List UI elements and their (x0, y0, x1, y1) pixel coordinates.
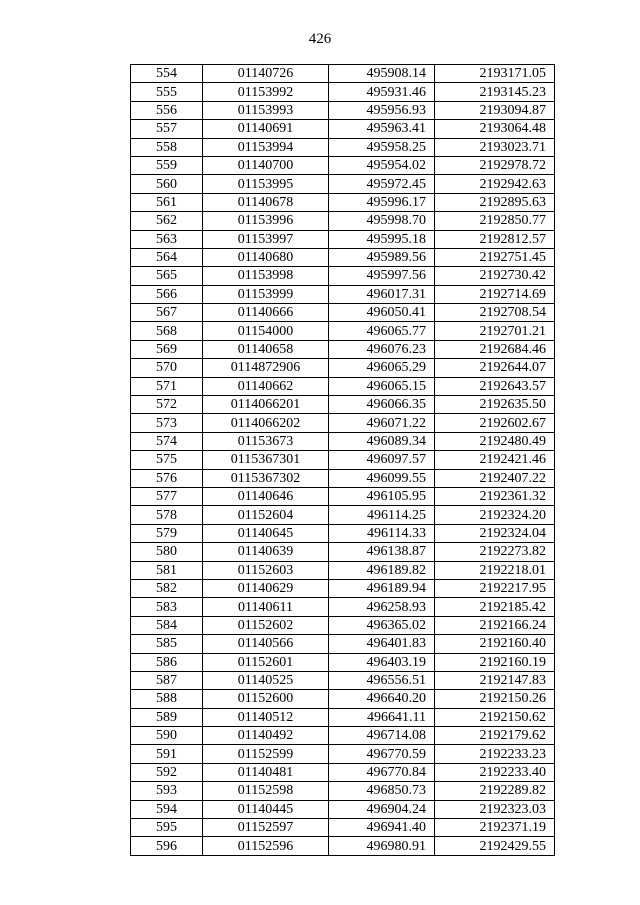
point-number-cell: 576 (131, 469, 203, 487)
point-id-cell: 0115367302 (203, 469, 329, 487)
table-row (131, 727, 555, 745)
point-number-cell: 560 (131, 175, 203, 193)
y-coordinate-cell: 2192643.57 (435, 377, 555, 395)
point-number-cell: 589 (131, 708, 203, 726)
x-coordinate-cell: 496138.87 (329, 543, 435, 561)
point-id-cell: 01153997 (203, 230, 329, 248)
y-coordinate-cell: 2192895.63 (435, 193, 555, 211)
y-coordinate-cell: 2192602.67 (435, 414, 555, 432)
table-row (131, 763, 555, 781)
point-number-cell: 585 (131, 635, 203, 653)
table-row (131, 635, 555, 653)
point-number-cell: 592 (131, 763, 203, 781)
x-coordinate-cell: 496114.33 (329, 524, 435, 542)
coordinate-table-container (130, 64, 554, 856)
x-coordinate-cell: 495998.70 (329, 212, 435, 230)
point-number-cell: 564 (131, 248, 203, 266)
point-number-cell: 561 (131, 193, 203, 211)
x-coordinate-cell: 496770.59 (329, 745, 435, 763)
point-number-cell: 555 (131, 83, 203, 101)
point-id-cell: 01140639 (203, 543, 329, 561)
point-id-cell: 01140678 (203, 193, 329, 211)
y-coordinate-cell: 2192684.46 (435, 340, 555, 358)
y-coordinate-cell: 2192644.07 (435, 359, 555, 377)
point-id-cell: 01140666 (203, 304, 329, 322)
x-coordinate-cell: 496065.29 (329, 359, 435, 377)
x-coordinate-cell: 496089.34 (329, 432, 435, 450)
y-coordinate-cell: 2192480.49 (435, 432, 555, 450)
table-row (131, 65, 555, 83)
x-coordinate-cell: 496097.57 (329, 451, 435, 469)
y-coordinate-cell: 2193094.87 (435, 101, 555, 119)
x-coordinate-cell: 496258.93 (329, 598, 435, 616)
x-coordinate-cell: 496114.25 (329, 506, 435, 524)
table-row (131, 782, 555, 800)
point-number-cell: 595 (131, 819, 203, 837)
table-row (131, 487, 555, 505)
point-id-cell: 01153995 (203, 175, 329, 193)
point-number-cell: 587 (131, 671, 203, 689)
y-coordinate-cell: 2192185.42 (435, 598, 555, 616)
y-coordinate-cell: 2192150.62 (435, 708, 555, 726)
x-coordinate-cell: 496556.51 (329, 671, 435, 689)
point-number-cell: 566 (131, 285, 203, 303)
y-coordinate-cell: 2192160.40 (435, 635, 555, 653)
point-id-cell: 01140492 (203, 727, 329, 745)
point-id-cell: 01140512 (203, 708, 329, 726)
x-coordinate-cell: 495931.46 (329, 83, 435, 101)
x-coordinate-cell: 495963.41 (329, 120, 435, 138)
y-coordinate-cell: 2192714.69 (435, 285, 555, 303)
point-id-cell: 01154000 (203, 322, 329, 340)
x-coordinate-cell: 496365.02 (329, 616, 435, 634)
point-id-cell: 01140700 (203, 156, 329, 174)
y-coordinate-cell: 2193064.48 (435, 120, 555, 138)
point-id-cell: 01152601 (203, 653, 329, 671)
point-number-cell: 578 (131, 506, 203, 524)
table-row (131, 285, 555, 303)
point-number-cell: 581 (131, 561, 203, 579)
x-coordinate-cell: 496189.94 (329, 579, 435, 597)
point-number-cell: 554 (131, 65, 203, 83)
point-number-cell: 586 (131, 653, 203, 671)
x-coordinate-cell: 496640.20 (329, 690, 435, 708)
table-row (131, 469, 555, 487)
x-coordinate-cell: 496017.31 (329, 285, 435, 303)
y-coordinate-cell: 2192150.26 (435, 690, 555, 708)
point-number-cell: 562 (131, 212, 203, 230)
table-row (131, 340, 555, 358)
table-row (131, 304, 555, 322)
y-coordinate-cell: 2193171.05 (435, 65, 555, 83)
point-id-cell: 0114066202 (203, 414, 329, 432)
point-number-cell: 579 (131, 524, 203, 542)
point-number-cell: 558 (131, 138, 203, 156)
x-coordinate-cell: 495997.56 (329, 267, 435, 285)
table-row (131, 451, 555, 469)
table-row (131, 120, 555, 138)
y-coordinate-cell: 2192730.42 (435, 267, 555, 285)
point-number-cell: 575 (131, 451, 203, 469)
point-number-cell: 594 (131, 800, 203, 818)
point-id-cell: 01153996 (203, 212, 329, 230)
point-number-cell: 571 (131, 377, 203, 395)
point-number-cell: 593 (131, 782, 203, 800)
table-row (131, 745, 555, 763)
y-coordinate-cell: 2192361.32 (435, 487, 555, 505)
point-number-cell: 557 (131, 120, 203, 138)
y-coordinate-cell: 2193145.23 (435, 83, 555, 101)
table-row (131, 414, 555, 432)
y-coordinate-cell: 2192942.63 (435, 175, 555, 193)
x-coordinate-cell: 496850.73 (329, 782, 435, 800)
point-id-cell: 01152600 (203, 690, 329, 708)
table-row (131, 83, 555, 101)
x-coordinate-cell: 496099.55 (329, 469, 435, 487)
y-coordinate-cell: 2192323.03 (435, 800, 555, 818)
y-coordinate-cell: 2192751.45 (435, 248, 555, 266)
y-coordinate-cell: 2192324.20 (435, 506, 555, 524)
point-id-cell: 01153992 (203, 83, 329, 101)
point-number-cell: 559 (131, 156, 203, 174)
point-id-cell: 01152597 (203, 819, 329, 837)
table-row (131, 543, 555, 561)
table-row (131, 138, 555, 156)
point-id-cell: 01140726 (203, 65, 329, 83)
point-number-cell: 556 (131, 101, 203, 119)
point-id-cell: 01153993 (203, 101, 329, 119)
x-coordinate-cell: 496403.19 (329, 653, 435, 671)
point-id-cell: 01153998 (203, 267, 329, 285)
y-coordinate-cell: 2192708.54 (435, 304, 555, 322)
y-coordinate-cell: 2192812.57 (435, 230, 555, 248)
table-row (131, 432, 555, 450)
point-id-cell: 01140566 (203, 635, 329, 653)
table-row (131, 800, 555, 818)
table-row (131, 230, 555, 248)
point-number-cell: 584 (131, 616, 203, 634)
point-number-cell: 577 (131, 487, 203, 505)
point-number-cell: 572 (131, 396, 203, 414)
point-number-cell: 570 (131, 359, 203, 377)
x-coordinate-cell: 496641.11 (329, 708, 435, 726)
table-row (131, 175, 555, 193)
point-number-cell: 568 (131, 322, 203, 340)
point-number-cell: 582 (131, 579, 203, 597)
coordinate-table (130, 64, 555, 856)
x-coordinate-cell: 496076.23 (329, 340, 435, 358)
point-id-cell: 01152602 (203, 616, 329, 634)
x-coordinate-cell: 496770.84 (329, 763, 435, 781)
table-row (131, 653, 555, 671)
point-id-cell: 01140611 (203, 598, 329, 616)
x-coordinate-cell: 496066.35 (329, 396, 435, 414)
x-coordinate-cell: 496714.08 (329, 727, 435, 745)
y-coordinate-cell: 2193023.71 (435, 138, 555, 156)
x-coordinate-cell: 496980.91 (329, 837, 435, 855)
table-row (131, 267, 555, 285)
x-coordinate-cell: 495995.18 (329, 230, 435, 248)
y-coordinate-cell: 2192429.55 (435, 837, 555, 855)
x-coordinate-cell: 496401.83 (329, 635, 435, 653)
y-coordinate-cell: 2192233.23 (435, 745, 555, 763)
x-coordinate-cell: 496065.15 (329, 377, 435, 395)
x-coordinate-cell: 496105.95 (329, 487, 435, 505)
point-id-cell: 0114066201 (203, 396, 329, 414)
table-row (131, 377, 555, 395)
x-coordinate-cell: 495956.93 (329, 101, 435, 119)
x-coordinate-cell: 496189.82 (329, 561, 435, 579)
point-number-cell: 565 (131, 267, 203, 285)
x-coordinate-cell: 495989.56 (329, 248, 435, 266)
y-coordinate-cell: 2192179.62 (435, 727, 555, 745)
table-row (131, 396, 555, 414)
point-number-cell: 573 (131, 414, 203, 432)
point-id-cell: 01140445 (203, 800, 329, 818)
x-coordinate-cell: 496904.24 (329, 800, 435, 818)
y-coordinate-cell: 2192147.83 (435, 671, 555, 689)
point-id-cell: 01140525 (203, 671, 329, 689)
x-coordinate-cell: 495908.14 (329, 65, 435, 83)
table-row (131, 248, 555, 266)
table-row (131, 359, 555, 377)
point-number-cell: 590 (131, 727, 203, 745)
y-coordinate-cell: 2192371.19 (435, 819, 555, 837)
coordinate-table-body (131, 65, 555, 856)
point-number-cell: 569 (131, 340, 203, 358)
table-row (131, 506, 555, 524)
y-coordinate-cell: 2192701.21 (435, 322, 555, 340)
point-id-cell: 01153994 (203, 138, 329, 156)
table-row (131, 322, 555, 340)
point-id-cell: 01153999 (203, 285, 329, 303)
table-row (131, 671, 555, 689)
point-id-cell: 01140481 (203, 763, 329, 781)
point-id-cell: 01140691 (203, 120, 329, 138)
x-coordinate-cell: 495996.17 (329, 193, 435, 211)
x-coordinate-cell: 495954.02 (329, 156, 435, 174)
table-row (131, 598, 555, 616)
y-coordinate-cell: 2192635.50 (435, 396, 555, 414)
y-coordinate-cell: 2192166.24 (435, 616, 555, 634)
point-id-cell: 0114872906 (203, 359, 329, 377)
point-id-cell: 01152603 (203, 561, 329, 579)
x-coordinate-cell: 496050.41 (329, 304, 435, 322)
point-id-cell: 01140662 (203, 377, 329, 395)
point-id-cell: 01140645 (203, 524, 329, 542)
point-number-cell: 591 (131, 745, 203, 763)
y-coordinate-cell: 2192217.95 (435, 579, 555, 597)
table-row (131, 819, 555, 837)
y-coordinate-cell: 2192289.82 (435, 782, 555, 800)
table-row (131, 561, 555, 579)
table-row (131, 616, 555, 634)
table-row (131, 837, 555, 855)
x-coordinate-cell: 495972.45 (329, 175, 435, 193)
page-number: 426 (308, 31, 332, 47)
point-id-cell: 01152596 (203, 837, 329, 855)
y-coordinate-cell: 2192233.40 (435, 763, 555, 781)
point-id-cell: 01140629 (203, 579, 329, 597)
table-row (131, 690, 555, 708)
x-coordinate-cell: 496941.40 (329, 819, 435, 837)
y-coordinate-cell: 2192421.46 (435, 451, 555, 469)
y-coordinate-cell: 2192160.19 (435, 653, 555, 671)
point-id-cell: 01152604 (203, 506, 329, 524)
point-id-cell: 0115367301 (203, 451, 329, 469)
y-coordinate-cell: 2192324.04 (435, 524, 555, 542)
point-number-cell: 583 (131, 598, 203, 616)
point-number-cell: 563 (131, 230, 203, 248)
x-coordinate-cell: 496065.77 (329, 322, 435, 340)
x-coordinate-cell: 495958.25 (329, 138, 435, 156)
point-id-cell: 01140646 (203, 487, 329, 505)
point-id-cell: 01153673 (203, 432, 329, 450)
point-number-cell: 574 (131, 432, 203, 450)
table-row (131, 524, 555, 542)
point-id-cell: 01152599 (203, 745, 329, 763)
point-number-cell: 580 (131, 543, 203, 561)
y-coordinate-cell: 2192218.01 (435, 561, 555, 579)
point-number-cell: 596 (131, 837, 203, 855)
point-id-cell: 01152598 (203, 782, 329, 800)
y-coordinate-cell: 2192407.22 (435, 469, 555, 487)
table-row (131, 212, 555, 230)
point-id-cell: 01140658 (203, 340, 329, 358)
point-id-cell: 01140680 (203, 248, 329, 266)
table-row (131, 101, 555, 119)
point-number-cell: 588 (131, 690, 203, 708)
y-coordinate-cell: 2192273.82 (435, 543, 555, 561)
table-row (131, 193, 555, 211)
table-row (131, 156, 555, 174)
point-number-cell: 567 (131, 304, 203, 322)
y-coordinate-cell: 2192850.77 (435, 212, 555, 230)
table-row (131, 708, 555, 726)
y-coordinate-cell: 2192978.72 (435, 156, 555, 174)
x-coordinate-cell: 496071.22 (329, 414, 435, 432)
table-row (131, 579, 555, 597)
